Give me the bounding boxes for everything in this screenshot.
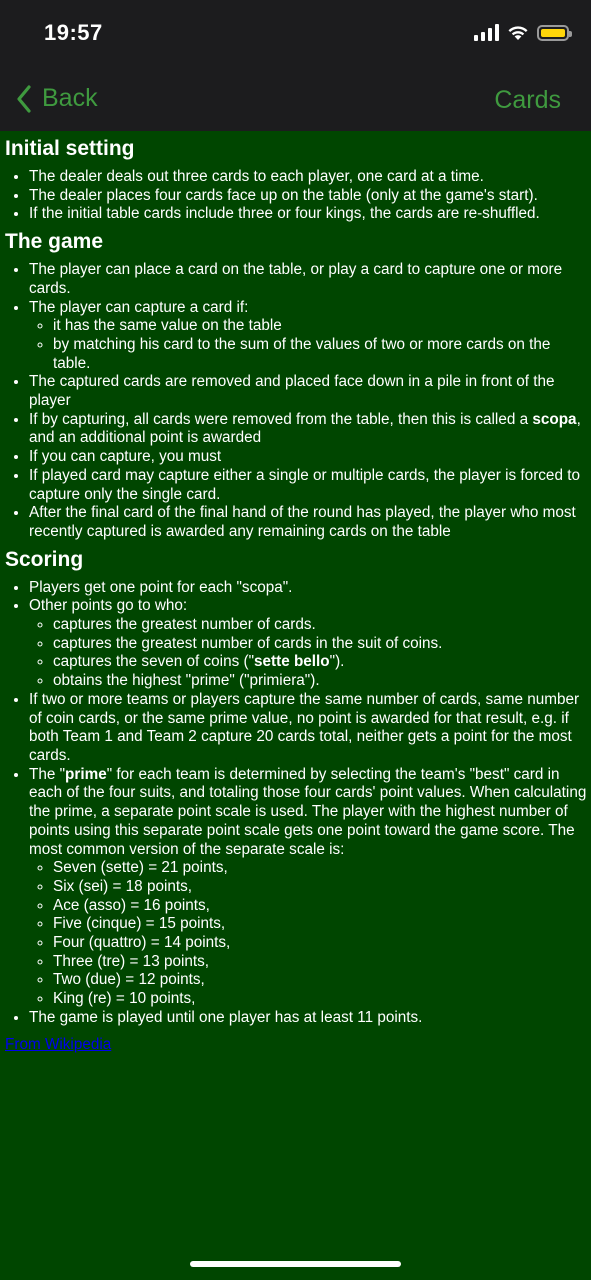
sub-list: [29, 317, 589, 373]
point-scale-list: [29, 859, 589, 1009]
rules-content: [5, 131, 589, 1054]
wikipedia-link[interactable]: From Wikipedia: [5, 1035, 112, 1053]
scale-item: ◦ Six (sei) = 18 points,: [53, 878, 589, 897]
battery-icon: [537, 25, 569, 41]
scale-item: ◦ Two (due) = 12 points,: [53, 971, 589, 990]
sub-list-item: ◦ captures the greatest number of cards.: [53, 616, 589, 635]
list-item-text: " for each team is determined by selecting the team's "best" card in each of the four suits, and totaling those four cards' point values. When calculating the prime, a separate point scale is used. The player with the highest number of points using this separate point scale gets one point toward the game score. The most common version of the separate scale is:: [29, 765, 587, 858]
list-item-text: The ": [29, 765, 66, 783]
sub-list: [29, 616, 589, 691]
list-item: [29, 411, 589, 448]
scale-item: ◦ King (re) = 10 points,: [53, 990, 589, 1009]
home-indicator[interactable]: [190, 1261, 401, 1267]
list-item: • If played card may capture either a single or multiple cards, the player is forced to capture only the single card.: [29, 467, 589, 504]
the-game-list: [5, 261, 589, 542]
sub-list-item: ◦ it has the same value on the table: [53, 317, 589, 336]
chevron-left-icon: [16, 85, 32, 113]
system-icons: [474, 24, 569, 41]
sub-list-item: ◦ by matching his card to the sum of the values of two or more cards on the table.: [53, 336, 589, 373]
list-item: • The game is played until one player has at least 11 points.: [29, 1009, 589, 1028]
list-item: • The dealer places four cards face up on the table (only at the game's start).: [29, 187, 589, 206]
wifi-icon: [507, 24, 529, 41]
scale-item: ◦ Three (tre) = 13 points,: [53, 953, 589, 972]
scoring-list: [5, 579, 589, 1028]
list-item-text: Other points go to who:: [29, 597, 188, 615]
list-item: • If two or more teams or players capture the same number of cards, same number of coin cards, or the same prime value, no point is awarded for that result, e.g. if both Team 1 and Team 2 capture 20 cards total, neither gets a point for the most cards.: [29, 691, 589, 766]
back-label: Back: [42, 84, 98, 112]
heading-initial-setting: Initial setting: [5, 137, 135, 160]
sub-list-item: [53, 653, 589, 672]
cellular-signal-icon: [474, 24, 499, 41]
status-time: 19:57: [44, 20, 103, 45]
list-item-text: , and an additional point is awarded: [29, 410, 581, 447]
list-item-text: ").: [329, 653, 345, 671]
navigation-bar: [0, 70, 591, 131]
back-button[interactable]: [16, 84, 98, 113]
heading-scoring: Scoring: [5, 547, 84, 571]
list-item: • If you can capture, you must: [29, 448, 589, 467]
scale-item: ◦ Five (cinque) = 15 points,: [53, 915, 589, 934]
list-item: • The player can place a card on the table, or play a card to capture one or more cards.: [29, 261, 589, 298]
list-item: [29, 766, 589, 1009]
scale-item: ◦ Ace (asso) = 16 points,: [53, 897, 589, 916]
list-item: • After the final card of the final hand of the round has played, the player who most recently captured is awarded any remaining cards on the table: [29, 504, 589, 541]
initial-setting-list: [5, 168, 589, 224]
status-bar: [0, 0, 591, 70]
list-item: • The captured cards are removed and placed face down in a pile in front of the player: [29, 373, 589, 410]
sette-bello-term: sette bello: [254, 653, 330, 671]
list-item: [29, 299, 589, 374]
prime-term: prime: [65, 765, 107, 783]
nav-title: Cards: [494, 86, 561, 114]
list-item: • If the initial table cards include three or four kings, the cards are re-shuffled.: [29, 205, 589, 224]
sub-list-item: ◦ obtains the highest "prime" ("primiera").: [53, 672, 589, 691]
list-item-text: The player can capture a card if:: [29, 298, 249, 316]
scale-item: ◦ Four (quattro) = 14 points,: [53, 934, 589, 953]
heading-the-game: The game: [5, 230, 104, 254]
scopa-term: scopa: [532, 410, 577, 428]
list-item: • Players get one point for each "scopa".: [29, 579, 589, 598]
list-item: • The dealer deals out three cards to each player, one card at a time.: [29, 168, 589, 187]
scale-item: ◦ Seven (sette) = 21 points,: [53, 859, 589, 878]
sub-list-item: ◦ captures the greatest number of cards in the suit of coins.: [53, 635, 589, 654]
list-item: [29, 597, 589, 691]
list-item-text: captures the seven of coins (": [53, 653, 254, 671]
list-item-text: If by capturing, all cards were removed from the table, then this is called a: [29, 410, 533, 428]
